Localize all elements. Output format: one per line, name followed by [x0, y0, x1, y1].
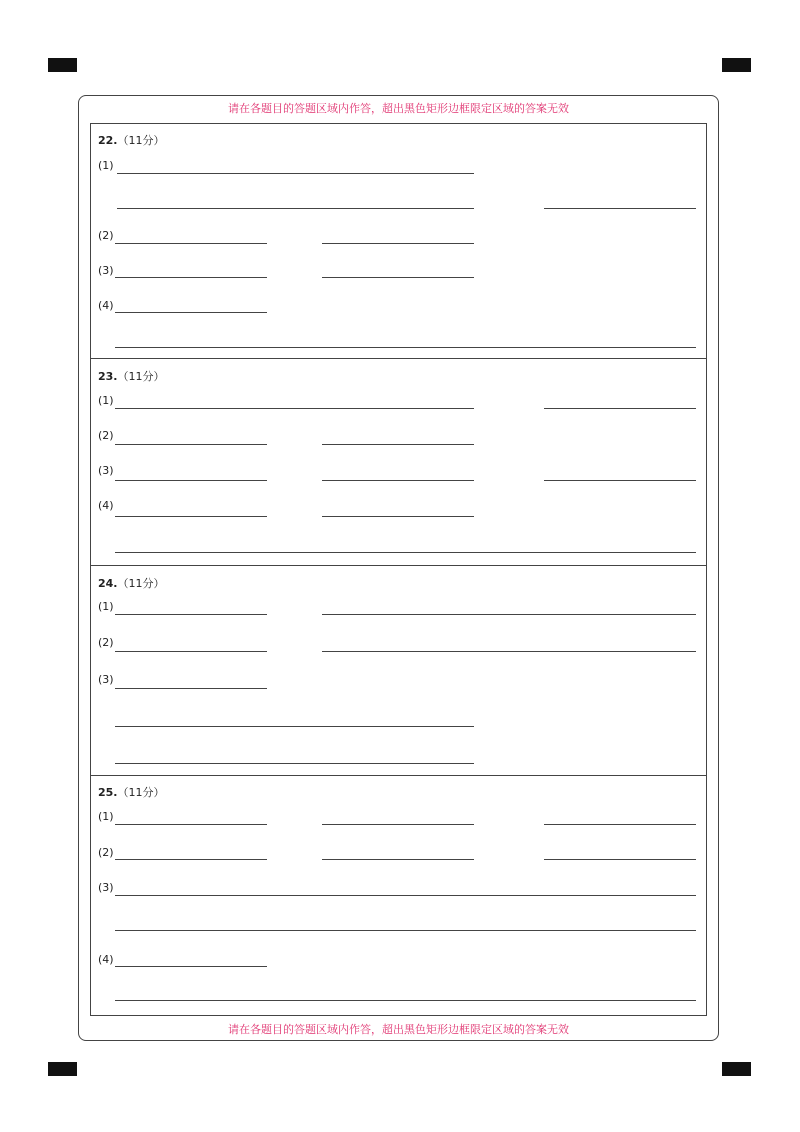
part-label: (3): [98, 673, 114, 686]
answer-line[interactable]: [117, 208, 474, 209]
answer-line[interactable]: [322, 651, 696, 652]
answer-line[interactable]: [322, 859, 474, 860]
part-label: (2): [98, 429, 114, 442]
part-label: (3): [98, 264, 114, 277]
answer-line[interactable]: [322, 614, 696, 615]
notice-bottom: 请在各题目的答题区域内作答，超出黑色矩形边框限定区域的答案无效: [228, 1023, 569, 1036]
answer-line[interactable]: [117, 173, 474, 174]
notice-top: 请在各题目的答题区域内作答，超出黑色矩形边框限定区域的答案无效: [228, 102, 569, 115]
question-number: 24.: [98, 577, 118, 590]
answer-line[interactable]: [115, 444, 267, 445]
answer-line[interactable]: [115, 1000, 696, 1001]
answer-line[interactable]: [115, 966, 267, 967]
answer-line[interactable]: [115, 614, 267, 615]
question-22-title: [98, 134, 165, 148]
question-23-title: [98, 370, 165, 384]
answer-line[interactable]: [115, 277, 267, 278]
question-24-title: [98, 577, 165, 591]
answer-line[interactable]: [544, 408, 696, 409]
answer-line[interactable]: [544, 480, 696, 481]
answer-line[interactable]: [115, 347, 696, 348]
answer-line[interactable]: [322, 444, 474, 445]
question-score: （11分）: [117, 577, 165, 590]
answer-line[interactable]: [544, 208, 696, 209]
answer-area-frame: [90, 123, 707, 1016]
answer-line[interactable]: [322, 243, 474, 244]
answer-line[interactable]: [115, 552, 696, 553]
answer-line[interactable]: [115, 895, 696, 896]
section-divider: [90, 358, 707, 359]
answer-line[interactable]: [115, 726, 474, 727]
answer-line[interactable]: [544, 859, 696, 860]
answer-line[interactable]: [115, 763, 474, 764]
question-number: 23.: [98, 370, 118, 383]
answer-line[interactable]: [115, 480, 267, 481]
answer-line[interactable]: [115, 243, 267, 244]
part-label: (4): [98, 953, 114, 966]
question-number: 22.: [98, 134, 118, 147]
question-score: （11分）: [117, 134, 165, 147]
part-label: (3): [98, 881, 114, 894]
part-label: (2): [98, 846, 114, 859]
answer-line[interactable]: [322, 824, 474, 825]
question-score: （11分）: [117, 370, 165, 383]
answer-line[interactable]: [115, 312, 267, 313]
part-label: (2): [98, 229, 114, 242]
answer-line[interactable]: [322, 516, 474, 517]
question-number: 25.: [98, 786, 118, 799]
part-label: (4): [98, 499, 114, 512]
part-label: (3): [98, 464, 114, 477]
answer-line[interactable]: [115, 859, 267, 860]
answer-line[interactable]: [115, 651, 267, 652]
part-label: (4): [98, 299, 114, 312]
part-label: (1): [98, 810, 114, 823]
question-score: （11分）: [117, 786, 165, 799]
part-label: (2): [98, 636, 114, 649]
answer-line[interactable]: [115, 688, 267, 689]
section-divider: [90, 565, 707, 566]
registration-mark-bottom-left: [48, 1062, 77, 1076]
part-label: (1): [98, 159, 114, 172]
registration-mark-top-right: [722, 58, 751, 72]
answer-line[interactable]: [115, 408, 474, 409]
part-label: (1): [98, 394, 114, 407]
answer-line[interactable]: [115, 930, 696, 931]
registration-mark-bottom-right: [722, 1062, 751, 1076]
part-label: (1): [98, 600, 114, 613]
answer-line[interactable]: [115, 516, 267, 517]
registration-mark-top-left: [48, 58, 77, 72]
answer-line[interactable]: [322, 480, 474, 481]
answer-line[interactable]: [322, 277, 474, 278]
answer-line[interactable]: [544, 824, 696, 825]
question-25-title: [98, 786, 165, 800]
section-divider: [90, 775, 707, 776]
answer-line[interactable]: [115, 824, 267, 825]
